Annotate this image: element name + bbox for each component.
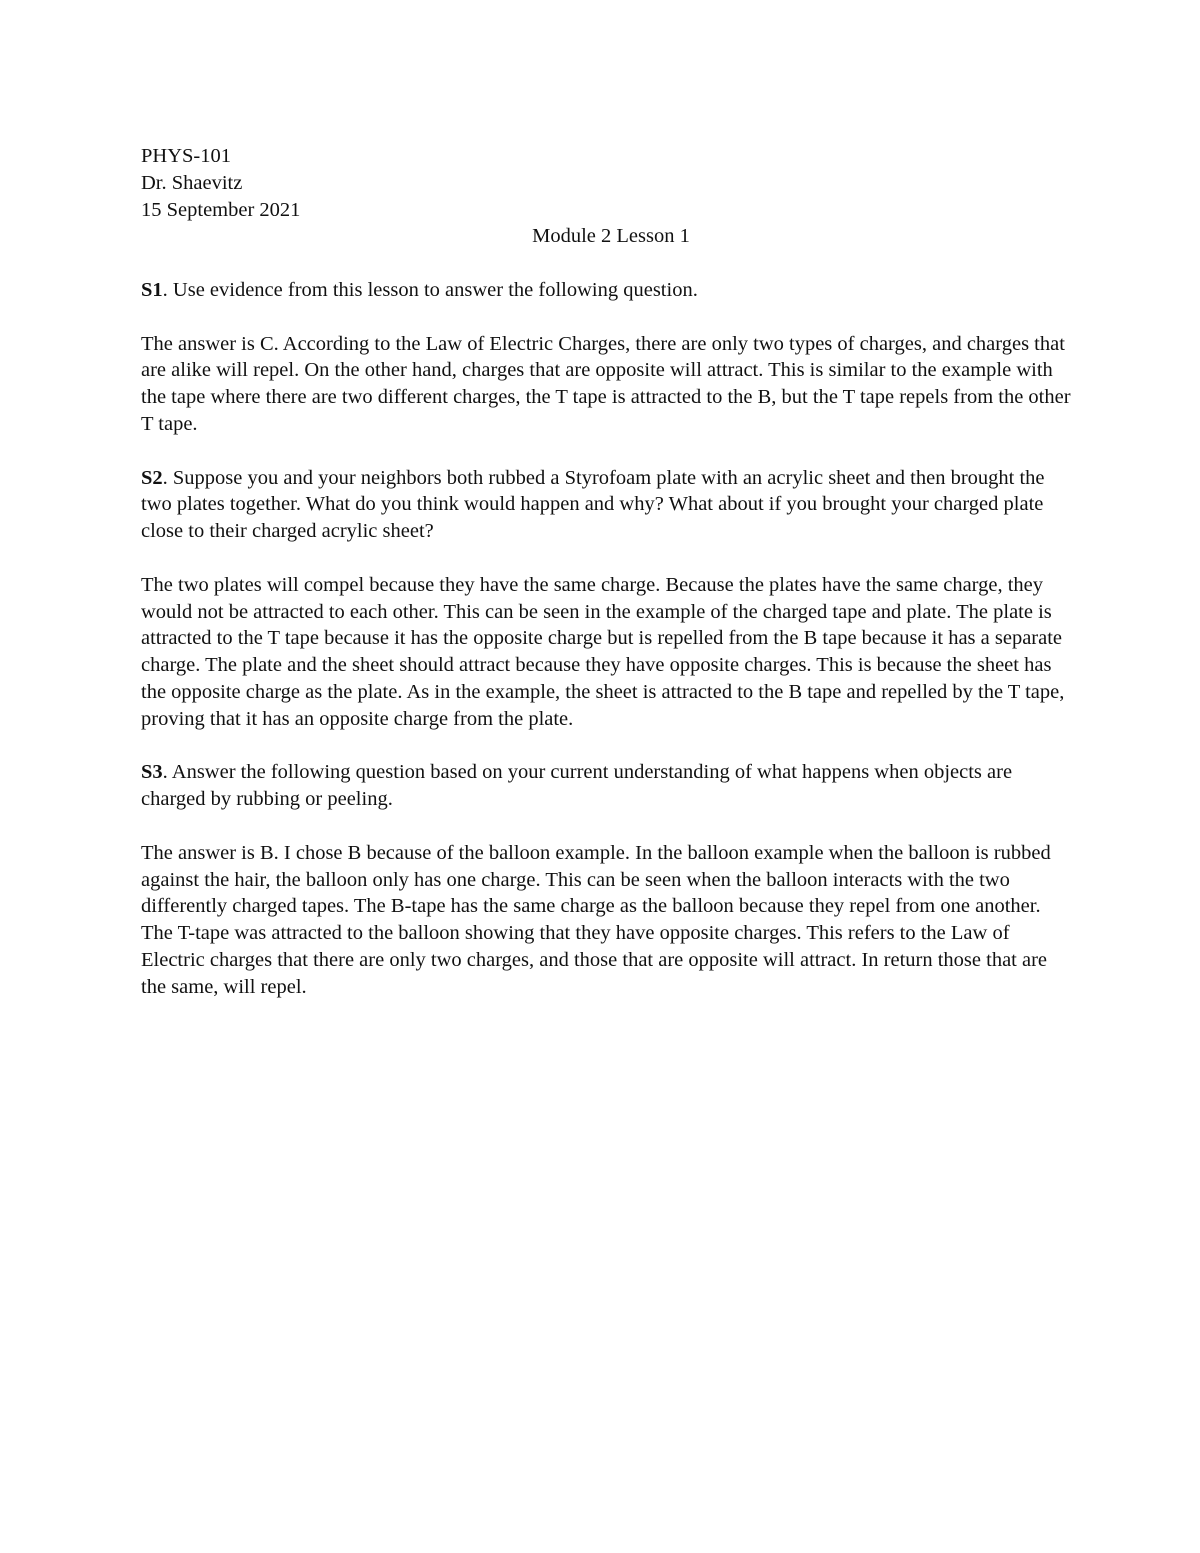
course-code: PHYS-101 <box>141 145 231 167</box>
section-s2 <box>141 465 1071 733</box>
answer-s3: The answer is B. I chose B because of the balloon example. In the balloon example when the balloon is rubbed against the hair, the balloon only has one charge. This can be seen when the balloon interacts with the two differently charged tapes. The B-tape has the same charge as the balloon because they repel from one another. The T-tape was attracted to the balloon showing that they have opposite charges. This refers to the Law of Electric charges that there are only two charges, and those that are opposite will attract. In return those that are the same, will repel. <box>141 841 1051 998</box>
document-page <box>141 143 1071 1027</box>
instructor-name: Dr. Shaevitz <box>141 171 243 194</box>
document-title: Module 2 Lesson 1 <box>532 225 690 248</box>
answer-s2: The two plates will compel because they have the same charge. Because the plates have the same charge, they would not be attracted to each other. This can be seen in the example of the charged tape and plate. The plate is attracted to the T tape because it has the opposite charge but is repelled from the B tape because it has a separate charge. The plate and the sheet should attract because they have opposite charges. This is because the sheet has the opposite charge as the plate. As in the example, the sheet is attracted to the B tape and repelled by the T tape, proving that it has an opposite charge from the plate. <box>141 573 1065 730</box>
spacer <box>141 250 1071 277</box>
question-s1 <box>141 277 1071 304</box>
question-text-s1: . Use evidence from this lesson to answer the following question. <box>162 278 698 301</box>
question-label-s1: S1 <box>141 278 163 301</box>
question-label-s2: S2 <box>141 466 163 489</box>
question-s3 <box>141 759 1071 813</box>
document-date: 15 September 2021 <box>141 198 301 221</box>
question-text-s3: . Answer the following question based on your current understanding of what happens when objects are charged by rubbing or peeling. <box>141 761 1013 811</box>
question-text-s2: . Suppose you and your neighbors both rubbed a Styrofoam plate with an acrylic sheet and then brought the two plates together. What do you think would happen and why? What about if you brought your charged plate close to their charged acrylic sheet? <box>141 466 1045 543</box>
section-s1 <box>141 277 1071 438</box>
answer-s1: The answer is C. According to the Law of Electric Charges, there are only two types of charges, and charges that are alike will repel. On the other hand, charges that are opposite will attract. This is similar to the example with the tape where there are two different charges, the T tape is attracted to the B, but the T tape repels from the other T tape. <box>141 332 1071 435</box>
question-s2 <box>141 465 1071 545</box>
section-s3 <box>141 759 1071 1000</box>
question-label-s3: S3 <box>141 761 163 784</box>
